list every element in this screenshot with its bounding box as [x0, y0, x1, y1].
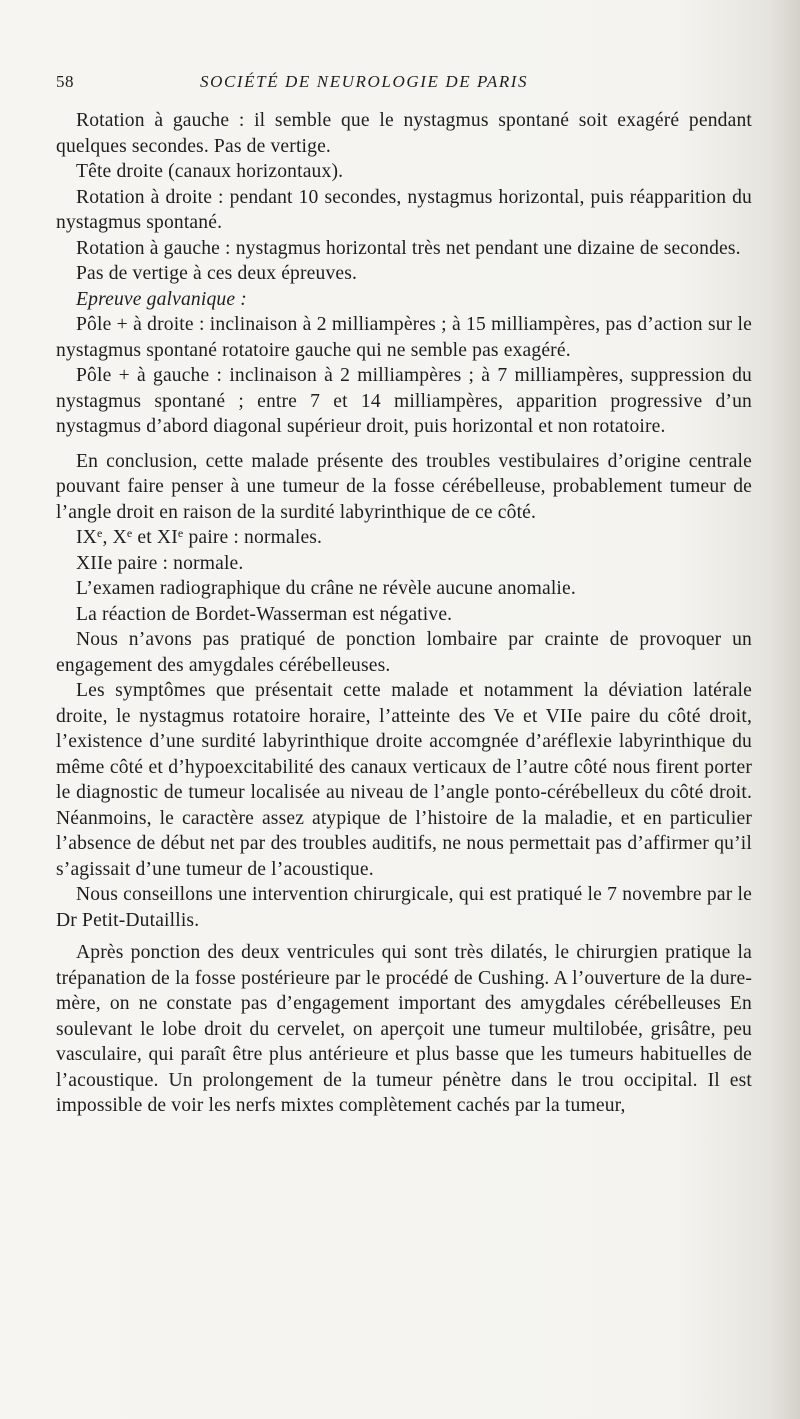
paragraph: Rotation à droite : pendant 10 secondes, nystagmus horizontal, puis réapparition du nystagmus spontané. [56, 186, 752, 233]
body-text [56, 108, 752, 1119]
ordinal-sup: e [96, 526, 103, 540]
nerve-xi: XI [156, 527, 178, 548]
nerves-rest: paire : normales. [183, 527, 323, 548]
paragraph: Après ponction des deux ventricules qui sont très dilatés, le chirurgien pratique la trépanation de la fosse postérieure par le procédé de Cushing. A l’ouverture de la dure-mère, on ne constate pas d’engagement important des amygdales cérébelleuses En soulevant le lobe droit du cervelet, on aperçoit une tumeur multilobée, grisâtre, peu vasculaire, qui paraît être plus antérieure et plus basse que les tumeurs habituelles de l’acoustique. Un prolongement de la tumeur pénètre dans le trou occipital. Il est impossible de voir les nerfs mixtes complètement cachés par la tumeur, [56, 942, 752, 1116]
ordinal-sup: e [177, 526, 184, 540]
ordinal-sup: e [126, 526, 133, 540]
paragraph: Rotation à gauche : il semble que le nystagmus spontané soit exagéré pendant quelques secondes. Pas de vertige. [56, 110, 752, 157]
paragraph: Pôle + à droite : inclinaison à 2 milliampères ; à 15 milliampères, pas d’action sur le nystagmus spontané rotatoire gauche qui ne semble pas exagéré. [56, 314, 752, 361]
page-number: 58 [56, 72, 74, 91]
nerve-x: X [112, 527, 127, 548]
paragraph: Nous n’avons pas pratiqué de ponction lombaire par crainte de provoquer un engagement des amygdales cérébelleuses. [56, 629, 752, 676]
paragraph: XIIe paire : normale. [76, 552, 244, 574]
paragraph: Les symptômes que présentait cette malade et notamment la déviation latérale droite, le nystagmus rotatoire horaire, l’atteinte des Ve et VIIe paire du côté droit, l’existence d’une surdité labyrinthique droite accomgnée d’aréflexie labyrinthique du même côté et d’hypoexcitabilité des canaux verticaux de l’autre côté nous firent porter le diagnostic de tumeur localisée au niveau de l’angle ponto-cérébelleux du côté droit. Néanmoins, le caractère assez atypique de l’histoire de la maladie, et en particulier l’absence de début net par des troubles auditifs, ne nous permettait pas d’affirmer qu’il s’agissait d’une tumeur de l’acoustique. [56, 680, 752, 880]
separator: , [102, 527, 113, 548]
nerves-paragraph [56, 525, 752, 551]
nerve-ix: IX [76, 527, 97, 548]
paragraph: L’examen radiographique du crâne ne révèle aucune anomalie. [76, 578, 576, 599]
paragraph: Tête droite (canaux horizontaux). [76, 161, 344, 182]
separator: et [132, 527, 157, 548]
paragraph: Rotation à gauche : nystagmus horizontal très net pendant une dizaine de secondes. [76, 237, 741, 259]
paragraph: La réaction de Bordet-Wasserman est négative. [76, 603, 453, 625]
paragraph: En conclusion, cette malade présente des troubles vestibulaires d’origine centrale pouvant faire penser à une tumeur de la fosse cérébelleuse, probablement tumeur de l’angle droit en raison de la surdité labyrinthique de ce côté. [56, 450, 752, 523]
paragraph: Pôle + à gauche : inclinaison à 2 milliampères ; à 7 milliampères, suppression du nystagmus spontané ; entre 7 et 14 milliampères, apparition progressive d’un nystagmus d’abord diagonal supérieur droit, puis horizontal et non rotatoire. [56, 365, 752, 437]
paragraph: Nous conseillons une intervention chirurgicale, qui est pratiqué le 7 novembre par le Dr Petit-Dutaillis. [56, 884, 752, 931]
paragraph: Pas de vertige à ces deux épreuves. [76, 263, 358, 284]
running-head: SOCIÉTÉ DE NEUROLOGIE DE PARIS [200, 72, 529, 91]
section-heading: Epreuve galvanique : [76, 288, 247, 310]
page-header [56, 72, 746, 96]
